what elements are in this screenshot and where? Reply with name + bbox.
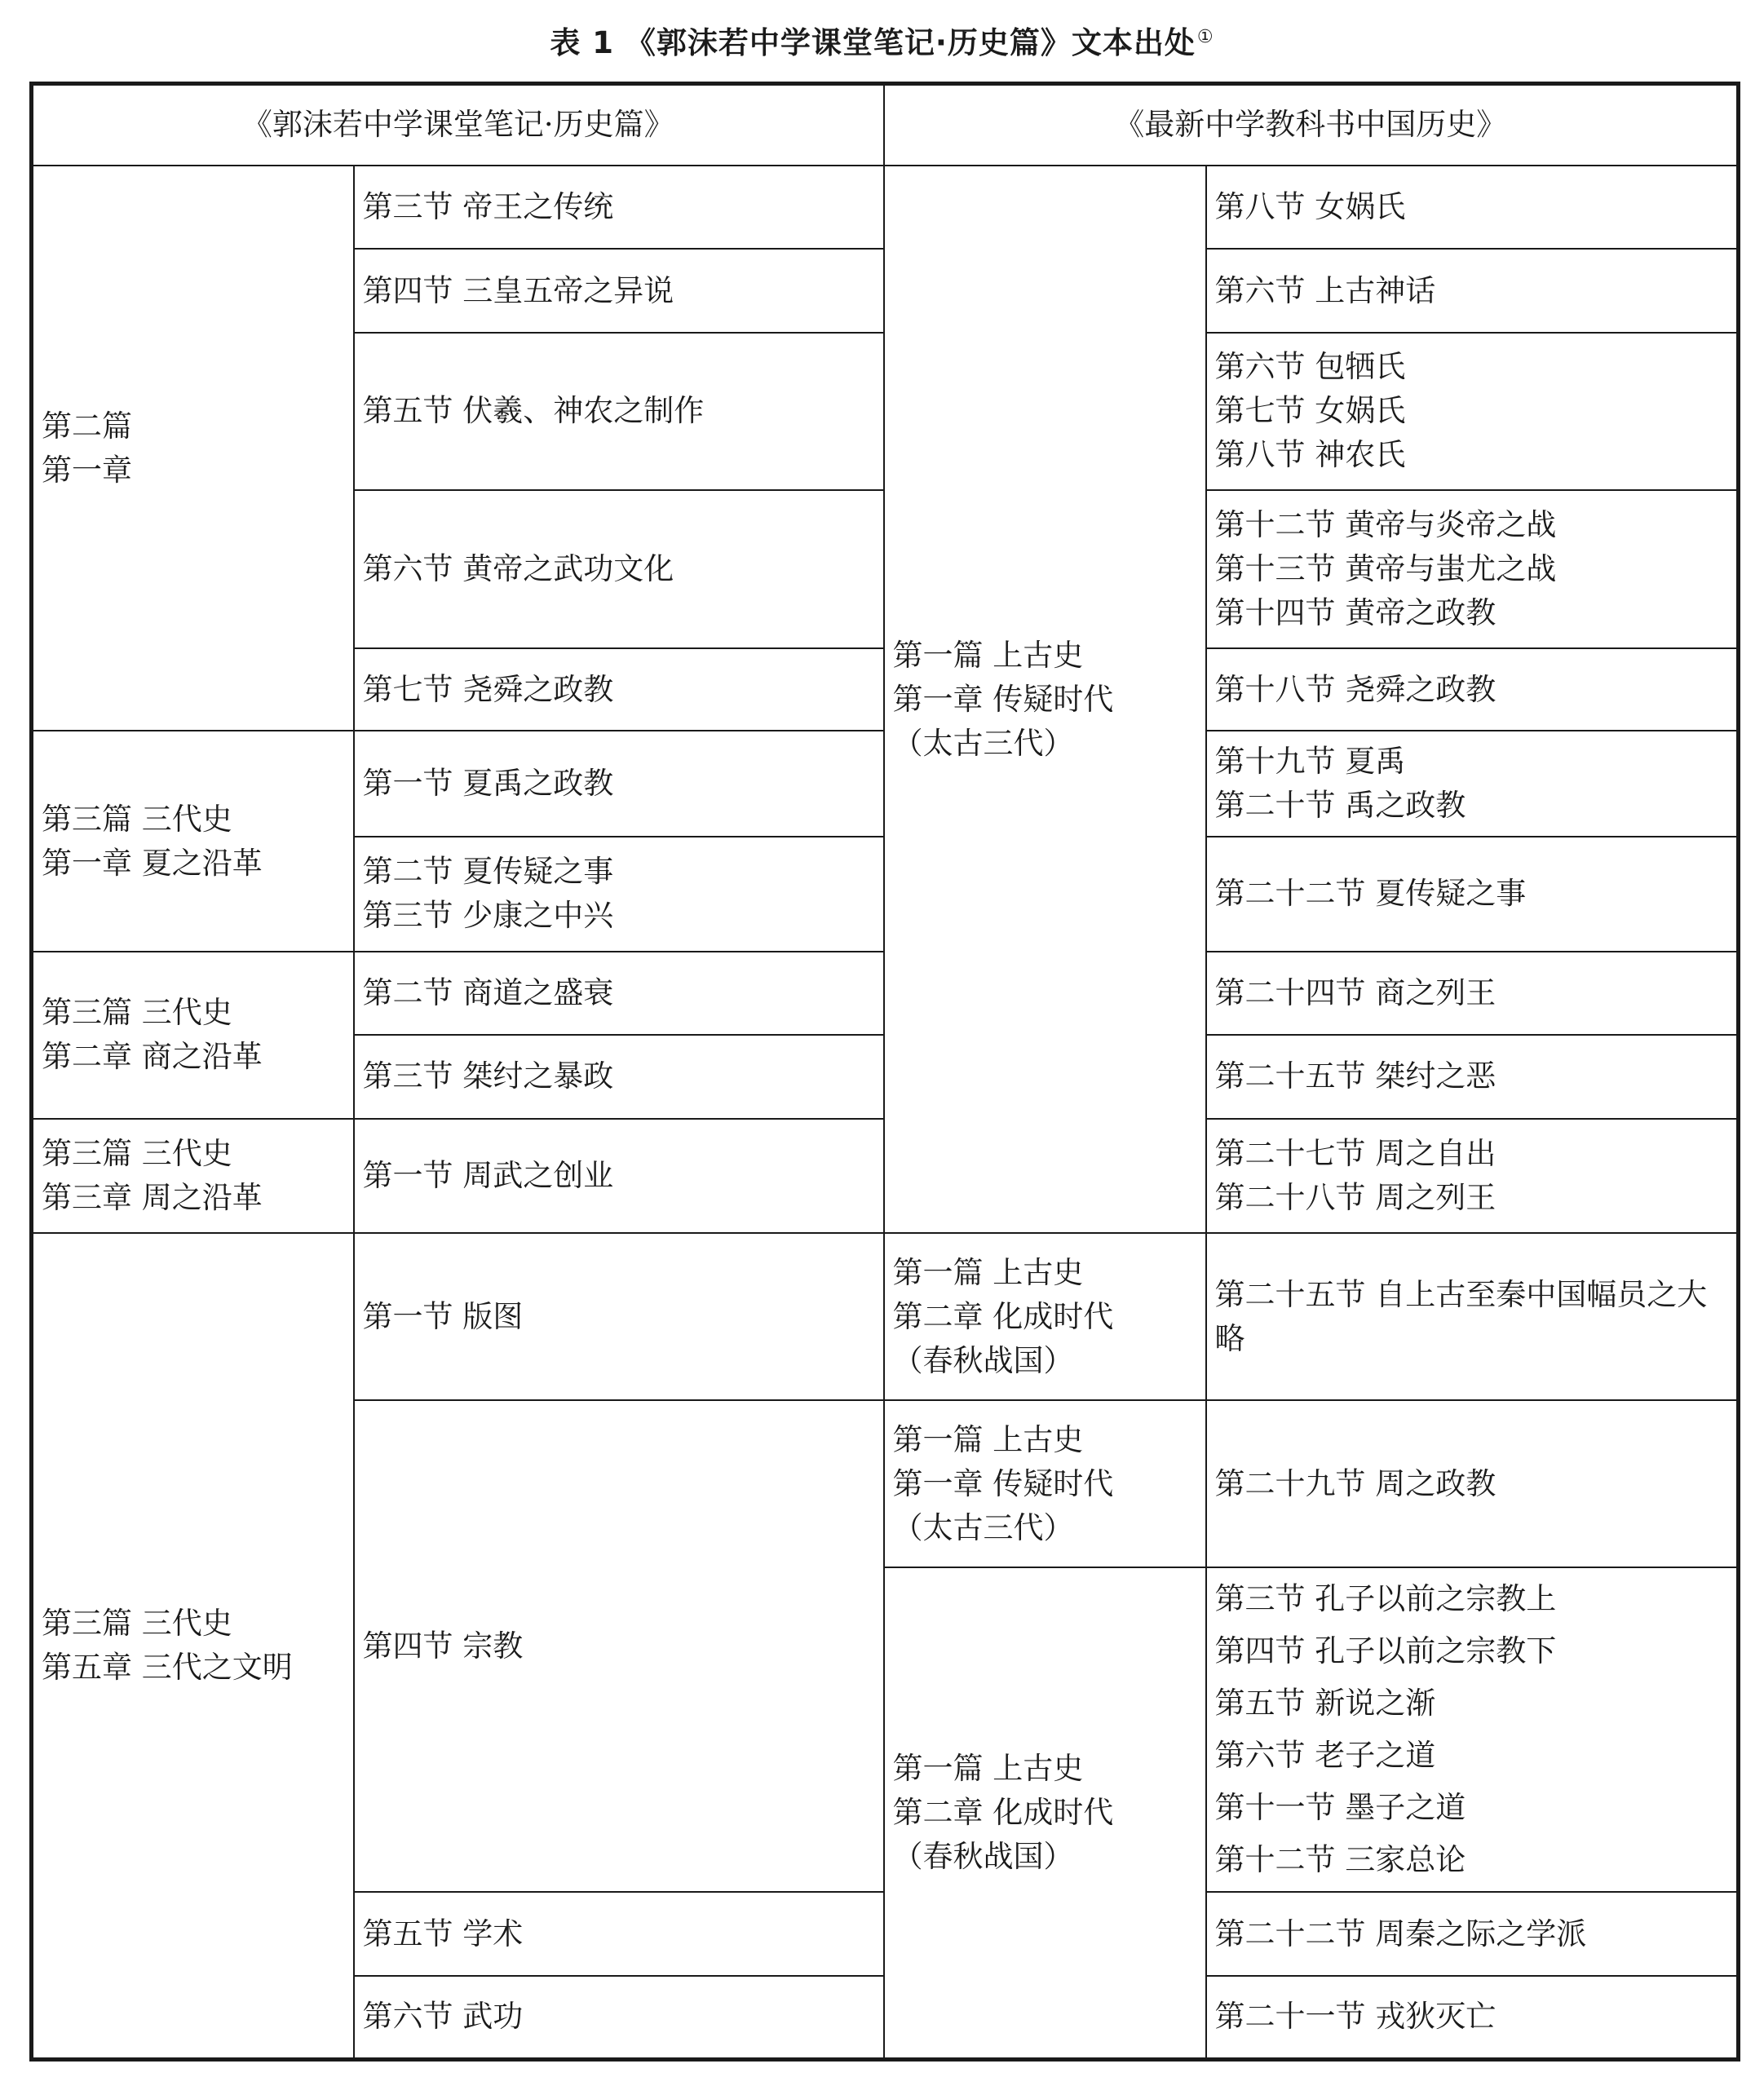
left-section-cell: 第三节 帝王之传统 (354, 166, 884, 250)
right-section-cell: 第二十一节 戎狄灭亡 (1206, 1976, 1739, 2060)
left-section-cell: 第四节 宗教 (354, 1400, 884, 1892)
header-right: 《最新中学教科书中国历史》 (884, 84, 1739, 166)
left-section-cell: 第一节 版图 (354, 1233, 884, 1400)
right-chapter-cell: 第一篇 上古史 第一章 传疑时代 （太古三代） (884, 166, 1206, 1233)
left-section-cell: 第一节 周武之创业 (354, 1119, 884, 1234)
table-caption (0, 18, 1764, 62)
table-row (32, 166, 1739, 250)
right-section-cell: 第十八节 尧舜之政教 (1206, 648, 1739, 731)
right-section-cell: 第六节 上古神话 (1206, 249, 1739, 333)
table-row (32, 1233, 1739, 1400)
right-chapter-cell: 第一篇 上古史 第二章 化成时代 （春秋战国） (884, 1233, 1206, 1400)
left-group-cell: 第三篇 三代史 第五章 三代之文明 (32, 1233, 354, 2059)
right-section-cell: 第十二节 黄帝与炎帝之战 第十三节 黄帝与蚩尤之战 第十四节 黄帝之政教 (1206, 490, 1739, 648)
right-section-cell: 第八节 女娲氏 (1206, 166, 1739, 250)
right-section-cell: 第二十五节 桀纣之恶 (1206, 1035, 1739, 1119)
left-group-cell: 第三篇 三代史 第一章 夏之沿革 (32, 731, 354, 951)
left-section-cell: 第六节 武功 (354, 1976, 884, 2060)
left-section-cell: 第四节 三皇五帝之异说 (354, 249, 884, 333)
right-section-cell: 第二十四节 商之列王 (1206, 952, 1739, 1036)
left-group-cell: 第三篇 三代史 第二章 商之沿革 (32, 952, 354, 1119)
left-group-cell: 第二篇 第一章 (32, 166, 354, 731)
right-section-cell: 第二十二节 夏传疑之事 (1206, 837, 1739, 952)
right-section-cell: 第二十五节 自上古至秦中国幅员之大略 (1206, 1233, 1739, 1400)
table-header-row (32, 84, 1739, 166)
right-chapter-cell: 第一篇 上古史 第二章 化成时代 （春秋战国） (884, 1567, 1206, 2059)
right-chapter-cell: 第一篇 上古史 第一章 传疑时代 （太古三代） (884, 1400, 1206, 1567)
left-section-cell: 第六节 黄帝之武功文化 (354, 490, 884, 648)
right-section-cell: 第十九节 夏禹 第二十节 禹之政教 (1206, 731, 1739, 837)
source-comparison-table (29, 82, 1740, 2062)
header-left: 《郭沫若中学课堂笔记·历史篇》 (32, 84, 884, 166)
right-section-cell: 第三节 孔子以前之宗教上 第四节 孔子以前之宗教下 第五节 新说之渐 第六节 老子之道 第十一节 墨子之道 第十二节 三家总论 (1206, 1567, 1739, 1892)
right-section-cell: 第二十七节 周之自出 第二十八节 周之列王 (1206, 1119, 1739, 1234)
left-section-cell: 第五节 学术 (354, 1892, 884, 1976)
footnote-marker: ① (1196, 26, 1214, 47)
left-section-cell: 第七节 尧舜之政教 (354, 648, 884, 731)
left-section-cell: 第二节 商道之盛衰 (354, 952, 884, 1036)
left-section-cell: 第二节 夏传疑之事 第三节 少康之中兴 (354, 837, 884, 952)
left-section-cell: 第三节 桀纣之暴政 (354, 1035, 884, 1119)
left-section-cell: 第五节 伏羲、神农之制作 (354, 333, 884, 490)
right-section-cell: 第二十二节 周秦之际之学派 (1206, 1892, 1739, 1976)
left-group-cell: 第三篇 三代史 第三章 周之沿革 (32, 1119, 354, 1234)
table-caption-text: 表 1 《郭沫若中学课堂笔记·历史篇》文本出处 (550, 25, 1196, 60)
right-section-cell: 第六节 包牺氏 第七节 女娲氏 第八节 神农氏 (1206, 333, 1739, 490)
left-section-cell: 第一节 夏禹之政教 (354, 731, 884, 837)
right-section-cell: 第二十九节 周之政教 (1206, 1400, 1739, 1567)
